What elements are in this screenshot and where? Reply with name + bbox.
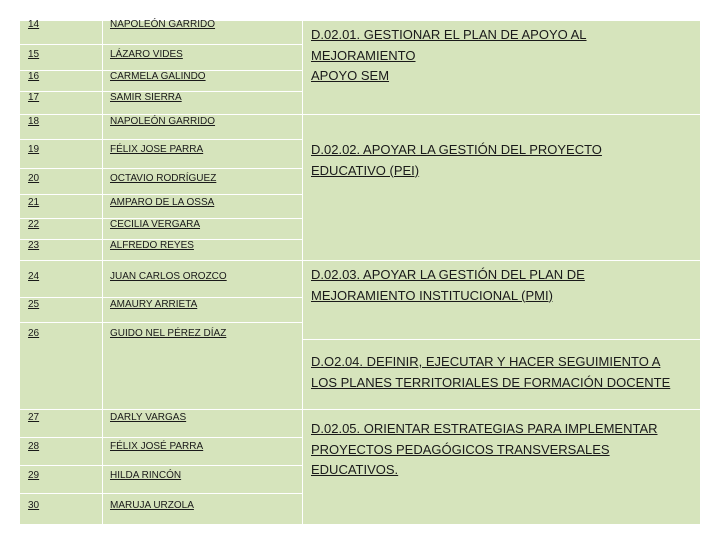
task-description	[311, 25, 691, 87]
person-name: HILDA RINCÓN	[110, 470, 182, 481]
task-line: D.02.03. APOYAR LA GESTIÓN DEL PLAN DE	[311, 267, 585, 282]
row-number: 25	[28, 299, 40, 310]
person-name: CARMELA GALINDO	[110, 71, 206, 82]
person-name: OCTAVIO RODRÍGUEZ	[110, 173, 217, 184]
person-name: JUAN CARLOS OROZCO	[110, 271, 227, 282]
person-name: ALFREDO REYES	[110, 240, 194, 251]
row-number: 30	[28, 500, 40, 511]
person-name: AMPARO DE LA OSSA	[110, 197, 215, 208]
task-description	[311, 140, 691, 181]
person-name: LÁZARO VIDES	[110, 49, 183, 60]
row-number: 26	[28, 328, 40, 339]
task-line: LOS PLANES TERRITORIALES DE FORMACIÓN DOCENTE	[311, 374, 671, 390]
person-name: NAPOLEÓN GARRIDO	[110, 19, 216, 30]
row-number: 24	[28, 271, 40, 282]
person-name: CECILIA VERGARA	[110, 219, 201, 230]
row-number: 16	[28, 71, 40, 82]
row-number: 21	[28, 197, 40, 208]
person-name: NAPOLEÓN GARRIDO	[110, 116, 216, 127]
task-line: PROYECTOS PEDAGÓGICOS TRANSVERSALES	[311, 441, 610, 457]
row-number: 19	[28, 144, 40, 155]
task-line: D.02.05. ORIENTAR ESTRATEGIAS PARA IMPLEMENTAR	[311, 421, 658, 436]
row-number: 20	[28, 173, 40, 184]
task-line: D.02.01. GESTIONAR EL PLAN DE APOYO AL	[311, 27, 587, 42]
task-line: EDUCATIVOS.	[311, 462, 399, 477]
task-description	[311, 352, 691, 393]
task-line: D.02.02. APOYAR LA GESTIÓN DEL PROYECTO	[311, 142, 602, 157]
row-number: 29	[28, 470, 40, 481]
person-name: MARUJA URZOLA	[110, 500, 194, 511]
row-number: 28	[28, 441, 40, 452]
person-name: DARLY VARGAS	[110, 412, 187, 423]
task-line: EDUCATIVO (PEI)	[311, 162, 420, 178]
person-name: AMAURY ARRIETA	[110, 299, 198, 310]
person-name: FÉLIX JOSE PARRA	[110, 144, 204, 155]
task-line: MEJORAMIENTO INSTITUCIONAL (PMI)	[311, 287, 553, 303]
person-name: GUIDO NEL PÉREZ DÍAZ	[110, 328, 227, 339]
row-number: 17	[28, 92, 40, 103]
task-description	[311, 419, 691, 481]
task-line: MEJORAMIENTO	[311, 47, 416, 63]
person-name: SAMIR SIERRA	[110, 92, 182, 103]
task-description	[311, 265, 691, 306]
row-number: 27	[28, 412, 40, 423]
row-number: 22	[28, 219, 40, 230]
person-name: FÉLIX JOSÉ PARRA	[110, 441, 204, 452]
task-line: D.O2.04. DEFINIR, EJECUTAR Y HACER SEGUIMIENTO A	[311, 354, 661, 369]
row-number: 15	[28, 49, 40, 60]
task-line: APOYO SEM	[311, 68, 390, 83]
row-number: 18	[28, 116, 40, 127]
task-cell	[303, 115, 700, 260]
row-number: 14	[28, 19, 40, 30]
row-number: 23	[28, 240, 40, 251]
